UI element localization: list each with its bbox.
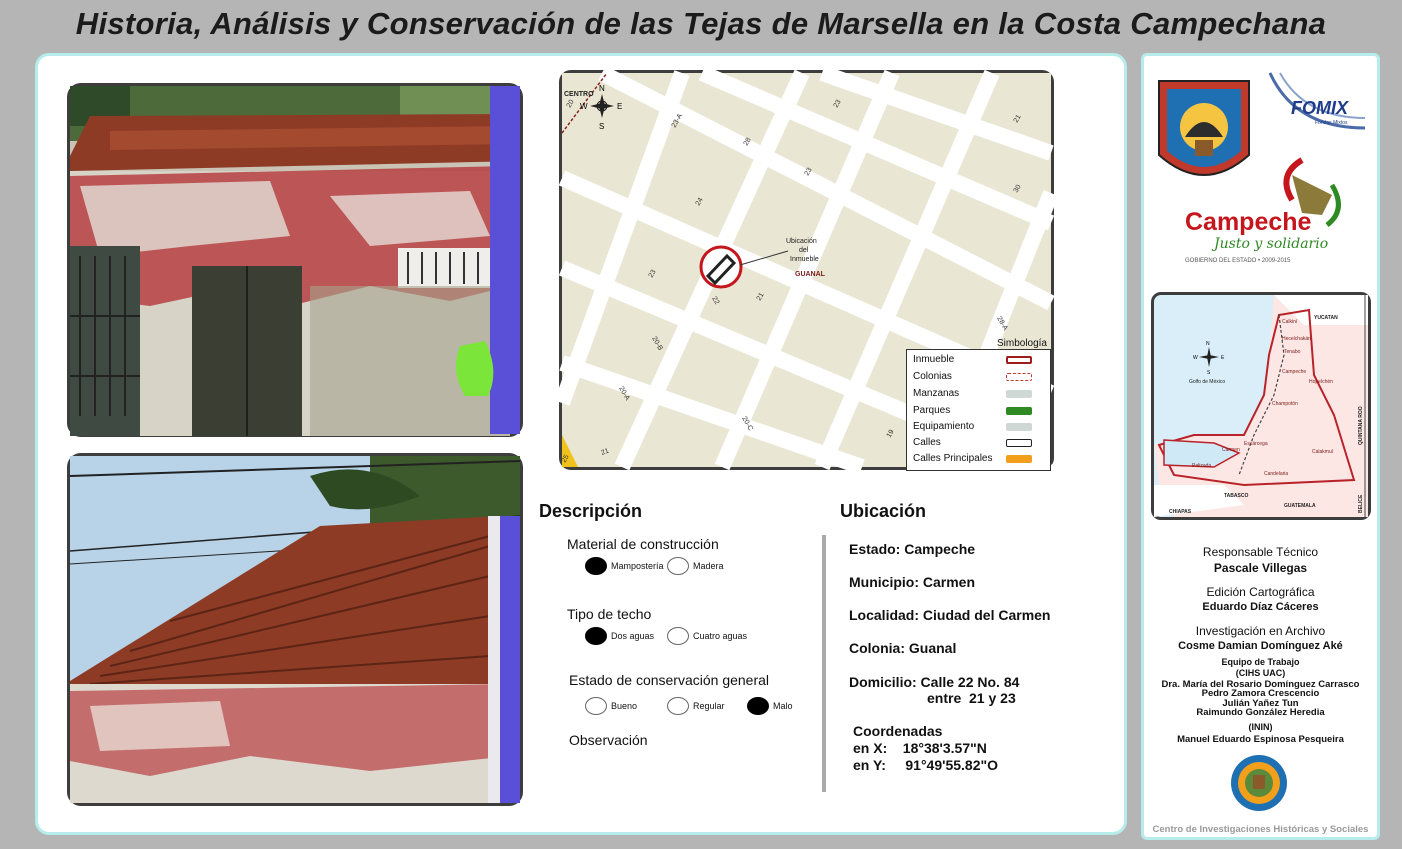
- state-compass-s: S: [1207, 370, 1211, 376]
- ubicacion-label-3: Inmueble: [790, 256, 819, 263]
- ubicacion-label-1: Ubicación: [786, 238, 817, 245]
- street-label: 20-B: [650, 335, 664, 352]
- street-label: 28: [742, 136, 753, 147]
- street-label: 28-A: [995, 315, 1009, 332]
- tecnico-name: Pascale Villegas: [1213, 561, 1308, 575]
- descripcion-heading: Descripción: [539, 501, 643, 521]
- street-label: 20-A: [617, 385, 631, 402]
- state-compass-w: W: [1193, 355, 1198, 361]
- guanal-label: GUANAL: [795, 271, 825, 278]
- techo-label: Tipo de techo: [567, 606, 652, 622]
- street-label: 20: [565, 98, 576, 109]
- divider: [822, 535, 826, 792]
- team-member: Pedro Zamora Crescencio: [1201, 688, 1320, 699]
- legend-inmueble: Inmueble: [913, 354, 955, 365]
- state-compass-e: E: [1221, 355, 1225, 361]
- option-madera[interactable]: Madera: [667, 557, 724, 575]
- page-title: Historia, Análisis y Conservación de las Tejas de Marsella en la Costa Campechana: [75, 6, 1327, 41]
- state-label: Golfo de México: [1189, 379, 1226, 385]
- street-label: 23: [803, 166, 814, 177]
- compass-s: S: [599, 122, 605, 131]
- street-label: 23-A: [670, 112, 685, 129]
- state-label: Escárcega: [1244, 441, 1268, 447]
- campeche-gov: GOBIERNO DEL ESTADO • 2009-2015: [1185, 258, 1291, 264]
- state-label: Champotón: [1272, 401, 1298, 407]
- state-label: Hecelchakán: [1282, 336, 1311, 342]
- carto-name: Eduardo Díaz Cáceres: [1202, 601, 1319, 613]
- legend-manzanas: Manzanas: [913, 388, 960, 399]
- state-label: Tenabo: [1284, 349, 1301, 355]
- compass-w: W: [580, 102, 588, 111]
- street-label: 19: [885, 428, 896, 439]
- legend-title: Simbología: [996, 338, 1047, 349]
- option-mamposteria[interactable]: Mampostería: [585, 557, 664, 575]
- radio-empty-icon[interactable]: [667, 557, 689, 575]
- street-label: 21: [1012, 113, 1023, 124]
- estado-label: Estado de conservación general: [569, 672, 770, 688]
- carto-label: Edición Cartográfica: [1206, 585, 1315, 599]
- ubicacion-label-2: del: [799, 247, 809, 254]
- radio-selected-icon[interactable]: [747, 697, 769, 715]
- campeche-slogan: Justo y solidario: [1214, 236, 1329, 252]
- state-label: Carmen: [1222, 447, 1240, 453]
- street-label: 22: [710, 295, 721, 306]
- street-label: 23: [832, 98, 843, 109]
- street-label: 21: [600, 447, 611, 457]
- legend-calles: Calles: [913, 437, 941, 448]
- legend-swatch-calles: [1006, 439, 1032, 447]
- state-label: Palizada: [1192, 463, 1212, 469]
- research-center-logo: [1229, 753, 1289, 813]
- state-label: BELICE: [1358, 494, 1364, 513]
- observacion-label: Observación: [569, 732, 648, 748]
- state-map: [1151, 292, 1371, 520]
- legend-swatch-calles-principales: [1006, 455, 1032, 463]
- legend-swatch-parques: [1006, 407, 1032, 415]
- coord-x: en X: 18°38'3.57"N: [853, 740, 987, 756]
- street-label: 21: [755, 291, 766, 302]
- center-name: Centro de Investigaciones Históricas y Sociales: [1152, 824, 1369, 835]
- legend-calles-principales: Calles Principales: [913, 453, 993, 464]
- compass-e: E: [617, 102, 623, 111]
- fomix-sub: Fondos Mixtos: [1315, 120, 1348, 126]
- legend-swatch-inmueble: [1006, 356, 1032, 364]
- compass-n: N: [599, 84, 605, 93]
- state-label: YUCATAN: [1314, 315, 1338, 321]
- coordenadas-heading: Coordenadas: [853, 723, 943, 739]
- option-cuatro-aguas[interactable]: Cuatro aguas: [667, 627, 747, 645]
- legend-parques: Parques: [913, 405, 951, 416]
- campeche-text: Campeche: [1185, 208, 1312, 236]
- ubicacion-heading: Ubicación: [840, 501, 927, 521]
- legend-swatch-colonias: [1006, 373, 1032, 381]
- estado-value: Estado: Campeche: [849, 541, 976, 557]
- colonia-value: Colonia: Guanal: [849, 640, 957, 656]
- street-label: 25: [560, 453, 571, 464]
- inin-label: (ININ): [1248, 722, 1273, 732]
- state-label: GUATEMALA: [1284, 503, 1316, 509]
- radio-empty-icon[interactable]: [667, 627, 689, 645]
- domicilio-between: entre 21 y 23: [927, 690, 1016, 706]
- team-member: Dra. María del Rosario Domínguez Carrasco: [1161, 679, 1360, 690]
- state-label: Candelaria: [1264, 471, 1289, 477]
- team-member: Raimundo González Heredia: [1196, 707, 1325, 718]
- state-label: Campeche: [1282, 369, 1307, 375]
- state-compass-n: N: [1206, 341, 1210, 347]
- domicilio-value: Domicilio: Calle 22 No. 84: [849, 674, 1020, 690]
- fomix-logo: [1265, 68, 1373, 140]
- radio-empty-icon[interactable]: [667, 697, 689, 715]
- radio-selected-icon[interactable]: [585, 557, 607, 575]
- state-label: QUINTANA ROO: [1358, 406, 1364, 445]
- material-label: Material de construcción: [567, 536, 719, 552]
- street-label: 23: [647, 268, 658, 279]
- legend-swatch-equipamiento: [1006, 423, 1032, 431]
- team-member: Julián Yañez Tun: [1222, 698, 1299, 709]
- option-regular[interactable]: Regular: [667, 697, 725, 715]
- radio-selected-icon[interactable]: [585, 627, 607, 645]
- facade-photo: [67, 83, 523, 437]
- archivo-name: Cosme Damian Domínguez Aké: [1178, 640, 1343, 652]
- radio-empty-icon[interactable]: [585, 697, 607, 715]
- roof-photo: [67, 453, 523, 806]
- street-label: 20-C: [740, 415, 754, 433]
- map-legend: [906, 338, 1051, 471]
- centro-label: CENTRO: [564, 91, 594, 98]
- street-label: 30: [1012, 183, 1023, 194]
- state-label: Calkiní: [1282, 319, 1298, 325]
- inin-name: Manuel Eduardo Espinosa Pesqueira: [1177, 734, 1344, 745]
- equipo-label: Equipo de Trabajo: [1221, 657, 1300, 667]
- municipio-value: Municipio: Carmen: [849, 574, 976, 590]
- localidad-value: Localidad: Ciudad del Carmen: [849, 607, 1051, 623]
- state-compass-icon: [1193, 341, 1225, 376]
- coord-y: en Y: 91°49'55.82"O: [853, 757, 999, 773]
- cihs-label: (CIHS UAC): [1235, 668, 1286, 678]
- option-bueno[interactable]: Bueno: [585, 697, 637, 715]
- archivo-label: Investigación en Archivo: [1195, 624, 1326, 638]
- state-label: Hopelchén: [1309, 379, 1333, 385]
- street-label: 24: [694, 196, 705, 207]
- state-label: Calakmul: [1312, 449, 1333, 455]
- street-map: [559, 70, 1054, 470]
- legend-equipamiento: Equipamiento: [913, 421, 975, 432]
- legend-colonias: Colonias: [913, 371, 952, 382]
- state-label: TABASCO: [1224, 493, 1249, 499]
- fomix-text: FOMIX: [1291, 98, 1348, 118]
- option-malo[interactable]: Malo: [747, 697, 793, 715]
- option-dos-aguas[interactable]: Dos aguas: [585, 627, 654, 645]
- campeche-logo: [1182, 155, 1352, 270]
- state-label: CHIAPAS: [1169, 509, 1192, 515]
- tecnico-label: Responsable Técnico: [1202, 545, 1319, 559]
- legend-swatch-manzanas: [1006, 390, 1032, 398]
